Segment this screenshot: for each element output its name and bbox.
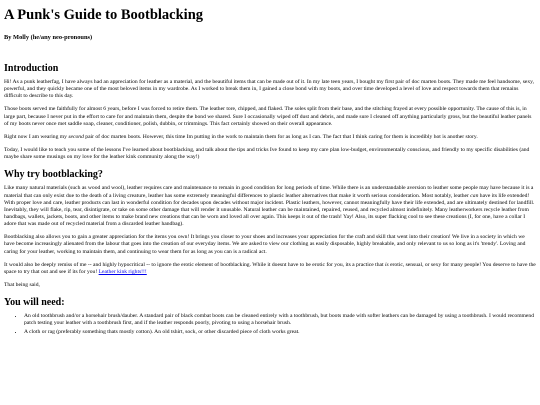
heading-why-bootblacking: Why try bootblacking? xyxy=(4,169,103,181)
text-run: pair of doc marten boots. However, this time Im putting in the work to maintain them for as long as I can. The fact that I think caring for them is incredibly hot is another story. xyxy=(83,133,478,140)
heading-introduction: Introduction xyxy=(4,62,59,74)
text-run: erotic, sensual, or sexy for many people! You deserve to have the space to try that out and see if its for you! xyxy=(4,261,536,275)
author-byline: By Molly (he/any neo-pronouns) xyxy=(4,33,93,41)
why-paragraph-1 xyxy=(4,185,536,228)
intro-paragraph-3 xyxy=(4,134,536,141)
list-item: • An old toothbrush and/or a horsehair brush/dauber. A standard pair of black combat boots can be cleaned entirely with a toothbrush, but boots made with softer leathers can be damaged by using a toothbrush. I would recommend patch testing your leather with a toothbrush first, and if the leather responds poorly, pivoting to using a horsehair brush. xyxy=(24,313,536,327)
page-title: A Punk's Guide to Bootblacking xyxy=(4,7,204,23)
supplies-list xyxy=(4,313,536,335)
why-paragraph-4: That being said, xyxy=(4,282,40,289)
intro-paragraph-1: Hi! As a punk leatherfag, I have always had an appreciation for leather as a material, and the beautiful items that can be made out of it. In my late teen years, I bought my first pair of doc marten boots. They made me feel handsome, sexy, powerful, and they quickly became one of the most beloved items in my wardrobe. As I worked to break them in, I gained a close bond with my boots, and over time developed a level of love and respect towards them that remains difficult to describe to this day. xyxy=(4,78,534,100)
list-item: • A cloth or rag (preferably something thats mostly cotton). An old tshirt, sock, or other discarded piece of cloth works great. xyxy=(24,329,536,336)
text-run: Right now I am wearing my xyxy=(4,133,69,140)
intro-paragraph-2: Those boots served me faithfully for almost 6 years, before I was forced to retire them. The leather tore, chipped, and flaked. The soles split from their base, and the stitching frayed at every possible opportunity. The cause of this is, in large part, because I never put in the effort to care for and maintain them, despite the bond we shared. Sure I occasionally wiped off dust and debris, and made sure I cleaned off anything particularly gross, but the beautiful leather panels of my boots never once met saddle soap, cleaner, conditioner, polish, dubbin, or trimmings. This fact certainly showed on their overall appearance. xyxy=(4,106,532,127)
text-run: Like many natural materials (such as wood and wool), leather requires care and maintenance to remain in good condition for long periods of time. While there is an understandable aversion to leather some people may have because it is a material that can only exist due to the death of a living creature, leather has some extremely meaningful differences to plastic leather alternatives that make it worth serious consideration. Most notably, leather xyxy=(4,185,534,199)
emphasis-is: is xyxy=(384,261,389,268)
why-paragraph-2: Bootblacking also allows you to gain a greater appreciation for the items you own! It brings you closer to your shoes and increases your appreciation for the craft and skill that went into their creation! We live in a society in which we have become increasingly alienated from the labour that goes into the creation of our everyday items. We are asked to view our clothing as easily disposable, highly breakable, and only relevant to us so long as it's 'trendy'. Loving and caring for your leather, working to maintain them, and continuing to wear them for as long as you can is a radical act. xyxy=(4,234,526,255)
intro-paragraph-4: Today, I would like to teach you some of the lessons I've learned about bootblacking, and talk about the tips and tricks Ive found to keep my care plan low-budget, environmentally conscious, and friendly to my specific disabilities (and maybe share some musings on my love for the leather kink community along the way!) xyxy=(4,147,530,161)
text-run: have its life extended! With proper love and care, leather products can last in wonderful condition for decades upon decades without major incident. Plastic leathers, however, cannot meaningfully have their life extended, and are ultimately destined for landfill. Inevitably, they will flake, rip, tear, disintigrate, or take on some other damage that will render it unusable. Natural leather can be maintained, repaired, reused, and recycled almost indefinitely. Many leatherworkers recycle leather from handbags, wallets, jackets, boots, and other items to make brand new creations that can be worn and loved all over again. This keeps it out of the trash! Yay! Also, its super flacking cool to see these creations (I, for one, have a collar I adore that was made out of recycled material from a discarded leather handbag). xyxy=(4,192,535,228)
heading-you-will-need: You will need: xyxy=(4,297,65,309)
leather-kink-rights-link[interactable]: Leather kink rights!!! xyxy=(98,268,147,275)
text-run: It would also be deeply remiss of me -- and highly hypocritical -- to ignore the erotic element of bootblacking. While it doesnt have to be erotic for you, its a practice that xyxy=(4,261,385,268)
emphasis-second: second xyxy=(68,133,84,140)
why-paragraph-3 xyxy=(4,262,536,276)
emphasis-can: can xyxy=(470,192,479,199)
